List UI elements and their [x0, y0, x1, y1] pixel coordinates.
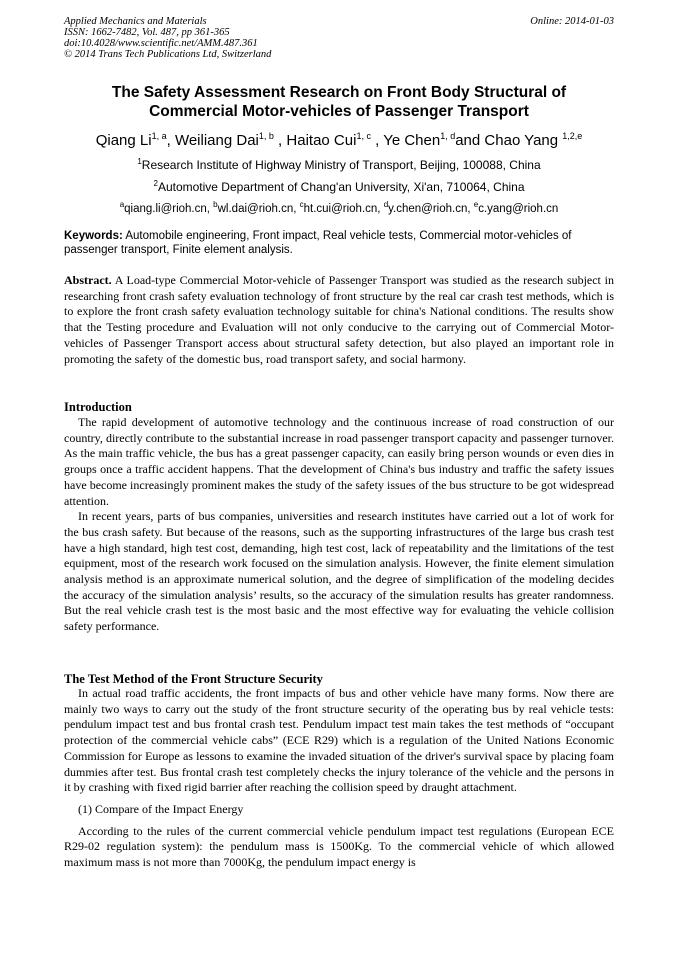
online-date: Online: 2014-01-03 — [530, 16, 614, 27]
title-line-1: The Safety Assessment Research on Front Body Structural of — [111, 84, 567, 101]
introduction-body — [64, 415, 614, 635]
keywords — [64, 229, 614, 257]
abstract — [64, 273, 614, 367]
test-method-body — [64, 686, 614, 871]
doi-line: doi:10.4028/www.scientific.net/AMM.487.361 — [64, 38, 258, 49]
author-sup: 1, d — [440, 131, 456, 141]
email-sup: c — [299, 200, 304, 209]
author-sep: and — [455, 132, 485, 149]
author-name: Weiliang Dai — [174, 132, 259, 149]
author-emails — [64, 202, 614, 216]
author-sup: 1, a — [151, 131, 167, 141]
keywords-text: Automobile engineering, Front impact, Real vehicle tests, Commercial motor-vehicles of passenger transport, Finite element analysis. — [64, 230, 572, 256]
paper-title — [64, 83, 614, 121]
paragraph: In actual road traffic accidents, the front impacts of bus and other vehicle have many forms. Now there are mainly two ways to carry out the study of the front structure security of the operating bus by real vehicle tests: pendulum impact test and bus frontal crash test. Pendulum impact test main takes the test methods of “occupant protection of the commercial vehicle cabs” (ECE R29) which is a regulation of the United Nations Economic Commission for Europe as lessons to examine the invaded situation of the driver's survival space by placing foam dummies after test. Bus frontal crash test completely checks the injury tolerance of the vehicle and the persons in it by crashing with fixed rigid barrier after reaching the collision speed by draught attachment. — [64, 686, 614, 795]
email-address: wl.dai@rioh.cn, — [217, 203, 300, 215]
author-name: Ye Chen — [383, 132, 441, 149]
paragraph: According to the rules of the current commercial vehicle pendulum impact test regulations (European ECE R29-02 regulation system): the pendulum mass is 1500Kg. To the commercial vehicle of which allowed maximum mass is not more than 7000Kg, the pendulum impact energy is — [64, 823, 614, 870]
issn-line: ISSN: 1662-7482, Vol. 487, pp 361-365 — [64, 27, 230, 38]
paragraph: In recent years, parts of bus companies, universities and research institutes have carried out a lot of work for the bus crash safety. But because of the reasons, such as the supporting infrastructures of the large bus crash test have a high standard, high test cost, demanding, high test cost, lack of repeatability and the limitations of the test equipment, most of the research work focused on the simulation analysis. However, the finite element simulation analysis method is an approximate numerical solution, and the degree of simplification of the modeling decides the accuracy of the simulation analysis’ results, so the accuracy of the simulation results has greater randomness. But the real vehicle crash test is the most basic and the most effective way for evaluating the vehicle collision safety performance. — [64, 509, 614, 634]
author-sep: , — [370, 132, 384, 149]
journal-header — [64, 16, 271, 60]
affiliation-1 — [64, 158, 614, 172]
author-name: Chao Yang — [484, 132, 563, 149]
affiliation-sup: 2 — [153, 179, 158, 188]
author-sup: 1,2,e — [562, 131, 583, 141]
author-list — [64, 132, 614, 150]
author-sep: , — [166, 132, 175, 149]
email-address: c.yang@rioh.cn — [478, 203, 559, 215]
author-sup: 1, c — [356, 131, 371, 141]
subsection-item: (1) Compare of the Impact Energy — [78, 801, 244, 816]
abstract-text: A Load-type Commercial Motor-vehicle of Passenger Transport was studied as the research subject in researching front crash safety evaluation technology of front structure by the real car crash test methods, which is to explore the front crash safety evaluation technology suitable for china's National conditions. The results show that the Testing procedure and Evaluation will not only conducive to the carrying out of Commercial Motor-vehicles of Passenger Transport access about structural safety detection, but also played an important role in promoting the safety of the domestic bus, road transport safety, and social harmony. — [64, 273, 614, 366]
affiliation-text: Automotive Department of Chang'an University, Xi'an, 710064, China — [157, 180, 525, 194]
author-sup: 1, b — [258, 131, 274, 141]
email-address: y.chen@rioh.cn, — [388, 203, 474, 215]
abstract-label: Abstract. — [64, 273, 112, 287]
section-heading-introduction: Introduction — [64, 400, 132, 414]
author-name: Haitao Cui — [286, 132, 357, 149]
email-sup: b — [213, 200, 218, 209]
copyright-line: © 2014 Trans Tech Publications Ltd, Switzerland — [64, 49, 272, 60]
author-name: Qiang Li — [95, 132, 152, 149]
email-address: qiang.li@rioh.cn, — [124, 203, 214, 215]
keywords-label: Keywords: — [64, 230, 123, 242]
email-sup: a — [119, 200, 125, 209]
journal-name: Applied Mechanics and Materials — [64, 16, 207, 27]
title-line-2: Commercial Motor-vehicles of Passenger Transport — [149, 103, 529, 120]
affiliation-sup: 1 — [137, 157, 142, 166]
email-sup: d — [383, 200, 389, 209]
email-sup: e — [473, 200, 479, 209]
section-heading-test-method: The Test Method of the Front Structure Security — [64, 672, 323, 686]
email-address: ht.cui@rioh.cn, — [303, 203, 384, 215]
affiliation-2 — [64, 180, 614, 194]
paragraph: The rapid development of automotive technology and the continuous increase of road construction of our country, directly contribute to the substantial increase in road passenger transport capacity and passenger turnover. As the main traffic vehicle, the bus has a great passenger capacity, can easily bring person wounds or even dies in groups once a traffic accident happens. That the development of China's bus industry and traffic the safety issues have become increasingly prominent makes the study of the safety issues of the bus structure to be got widespread attention. — [64, 415, 614, 508]
author-sep: , — [273, 132, 287, 149]
affiliation-text: Research Institute of Highway Ministry of Transport, Beijing, 100088, China — [141, 158, 541, 172]
